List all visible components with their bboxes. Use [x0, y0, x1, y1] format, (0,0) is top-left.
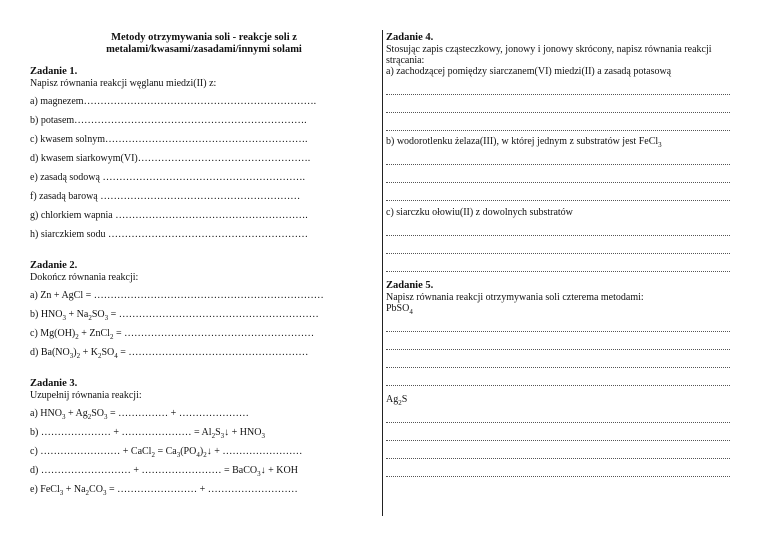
title-line-2: metalami/kwasami/zasadami/innymi solami	[106, 44, 302, 55]
task-3-item-a[interactable]	[30, 408, 378, 427]
eq-text: CO	[89, 484, 103, 495]
left-column	[30, 32, 378, 503]
task-4	[386, 32, 730, 272]
subscript: 3	[176, 451, 181, 459]
task-2	[30, 260, 378, 366]
answer-line[interactable]	[386, 77, 730, 95]
answer-line[interactable]	[386, 350, 730, 368]
task-2-item-c[interactable]	[30, 328, 378, 347]
subscript: 3	[104, 314, 109, 322]
eq-text: = Ca	[154, 446, 177, 457]
eq-text: d) Ba(NO	[30, 347, 70, 358]
answer-line[interactable]	[386, 147, 730, 165]
subscript: 2	[398, 399, 402, 407]
subscript: 2	[76, 352, 81, 360]
task-1-heading: Zadanie 1.	[30, 66, 78, 77]
task-1-item-c[interactable]: c) kwasem solnym…………………………………………………….	[30, 134, 308, 145]
task-5-heading: Zadanie 5.	[386, 280, 434, 291]
task-3-item-d[interactable]	[30, 465, 378, 484]
eq-text: SO	[91, 408, 105, 419]
subscript: 3	[59, 489, 64, 497]
task-3-item-b[interactable]	[30, 427, 378, 446]
title-line-1: Metody otrzymywania soli - reakcje soli z	[111, 32, 297, 43]
subscript: 3	[261, 432, 265, 440]
eq-text: + Na	[63, 484, 86, 495]
eq-text: d) ……………………… + …………………… = BaCO	[30, 465, 258, 476]
task-2-item-b[interactable]	[30, 309, 378, 328]
answer-line[interactable]	[386, 183, 730, 201]
answer-line[interactable]	[386, 236, 730, 254]
task-2-heading: Zadanie 2.	[30, 260, 78, 271]
eq-text: + Na	[66, 309, 89, 320]
task-3-intro: Uzupełnij równania reakcji:	[30, 390, 142, 401]
task-4-intro: Stosując zapis cząsteczkowy, jonowy i jonowy skrócony, napisz równania reakcji strącania:	[386, 44, 712, 66]
answer-line[interactable]	[386, 95, 730, 113]
answer-line[interactable]	[386, 218, 730, 236]
eq-text: )	[73, 347, 77, 358]
subscript: 3	[658, 141, 662, 149]
subscript: 3	[61, 413, 66, 421]
task-4-part-a: a) zachodzącej pomiędzy siarczanem(VI) miedzi(II) a zasadą potasową	[386, 66, 672, 77]
task-3-heading: Zadanie 3.	[30, 378, 78, 389]
eq-text: = …………………………………………………	[113, 328, 315, 339]
task-5-intro: Napisz równania reakcji otrzymywania soli czterema metodami:	[386, 292, 644, 303]
subscript: 3	[62, 314, 66, 322]
answer-line[interactable]	[386, 441, 730, 459]
column-divider	[382, 30, 383, 516]
subscript: 2	[88, 314, 92, 322]
eq-text: = …………… + …………………	[107, 408, 249, 419]
answer-line[interactable]	[386, 459, 730, 477]
eq-text: = ……………………………………………………	[108, 309, 319, 320]
eq-text: b) wodorotlenku żelaza(III), w której jednym z substratów jest FeCl	[386, 136, 659, 147]
right-column	[386, 32, 730, 477]
eq-text: + K	[80, 347, 98, 358]
subscript: 2	[75, 333, 79, 341]
eq-text: S	[215, 427, 221, 438]
eq-text: (PO	[180, 446, 197, 457]
eq-text: SO	[91, 309, 105, 320]
subscript: 2	[211, 432, 216, 440]
eq-text: a) HNO	[30, 408, 62, 419]
task-4-heading: Zadanie 4.	[386, 32, 434, 43]
answer-line[interactable]	[386, 368, 730, 386]
answer-line[interactable]	[386, 314, 730, 332]
eq-text: c) …………………… + CaCl	[30, 446, 152, 457]
task-1-item-d[interactable]: d) kwasem siarkowym(VI)…………………………………………….	[30, 153, 311, 164]
subscript: 3	[102, 489, 107, 497]
task-5-salt-1	[386, 303, 730, 314]
task-1-intro: Napisz równania reakcji węglanu miedzi(II) z:	[30, 78, 217, 89]
eq-text: c) Mg(OH)	[30, 328, 76, 339]
eq-text: b) HNO	[30, 309, 63, 320]
eq-text: = ………………………………………………	[117, 347, 309, 358]
task-1	[30, 66, 378, 248]
subscript: 2	[97, 352, 102, 360]
answer-line[interactable]	[386, 165, 730, 183]
task-3-item-e[interactable]	[30, 484, 378, 503]
task-5-salt-2	[386, 394, 730, 405]
subscript: 4	[114, 352, 118, 360]
answer-line[interactable]	[386, 423, 730, 441]
task-2-item-d[interactable]	[30, 347, 378, 366]
eq-text: b) ………………… + ………………… = Al	[30, 427, 212, 438]
subscript: 2	[151, 451, 155, 459]
worksheet-title	[30, 32, 378, 56]
task-1-item-a[interactable]: a) magnezem…………………………………………………………….	[30, 96, 317, 107]
answer-line[interactable]	[386, 332, 730, 350]
task-1-item-g[interactable]: g) chlorkiem wapnia ………………………………………………….	[30, 210, 308, 221]
answer-line[interactable]	[386, 113, 730, 131]
eq-text: + Ag	[65, 408, 88, 419]
eq-text: + ZnCl	[78, 328, 110, 339]
subscript: 3	[69, 352, 74, 360]
answer-line[interactable]	[386, 254, 730, 272]
subscript: 2	[85, 489, 90, 497]
task-3-item-c[interactable]	[30, 446, 378, 465]
answer-line[interactable]	[386, 405, 730, 423]
subscript: 3	[104, 413, 108, 421]
task-1-item-h[interactable]: h) siarczkiem sodu ……………………………………………………	[30, 229, 309, 240]
subscript: 4	[409, 308, 413, 316]
eq-text: Ag	[386, 394, 399, 405]
task-5	[386, 280, 730, 477]
subscript: 3	[257, 470, 261, 478]
eq-text: ↓ + ……………………	[206, 446, 303, 457]
eq-text: ↓ + KOH	[260, 465, 298, 476]
eq-text: PbSO	[386, 303, 410, 314]
subscript: 3	[220, 432, 225, 440]
task-3	[30, 378, 378, 503]
subscript: 2	[109, 333, 114, 341]
task-2-item-a[interactable]: a) Zn + AgCl = ……………………………………………………………	[30, 290, 324, 301]
eq-text: e) FeCl	[30, 484, 60, 495]
eq-text: SO	[101, 347, 115, 358]
eq-text: ↓ + HNO	[224, 427, 262, 438]
subscript: 4	[196, 451, 200, 459]
eq-text: = …………………… + ………………………	[106, 484, 298, 495]
eq-text: S	[401, 394, 408, 405]
task-1-item-f[interactable]: f) zasadą barową ……………………………………………………	[30, 191, 301, 202]
subscript: 2	[203, 451, 207, 459]
subscript: 2	[87, 413, 92, 421]
eq-text: )	[199, 446, 204, 457]
task-1-item-e[interactable]: e) zasadą sodową …………………………………………………….	[30, 172, 305, 183]
task-4-part-b	[386, 136, 730, 147]
task-2-intro: Dokończ równania reakcji:	[30, 272, 139, 283]
task-1-item-b[interactable]: b) potasem…………………………………………………………….	[30, 115, 307, 126]
task-4-part-c: c) siarczku ołowiu(II) z dowolnych substratów	[386, 207, 573, 218]
